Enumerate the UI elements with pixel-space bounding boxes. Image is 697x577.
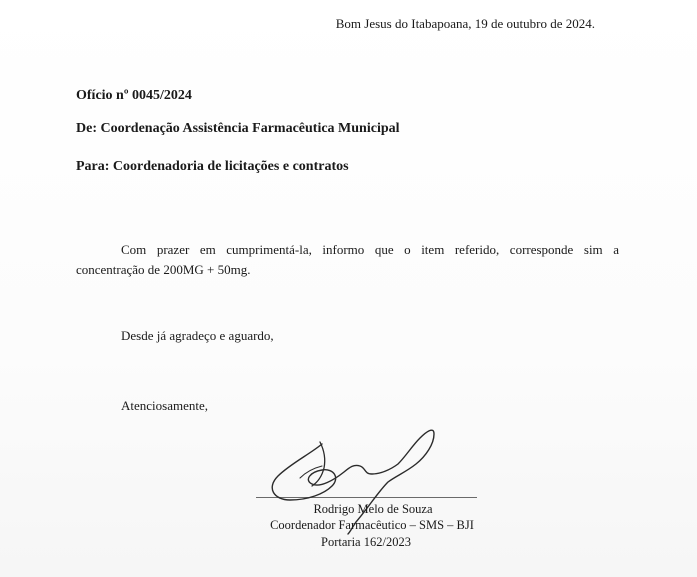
closing-line: Atenciosamente, [121, 398, 208, 413]
signatory-role: Coordenador Farmacêutico – SMS – BJI [270, 518, 474, 532]
signatory-name: Rodrigo Melo de Souza [313, 502, 433, 516]
body-line-1: Com prazer em cumprimentá-la, informo que o item referido, corresponde sim a [121, 242, 619, 257]
signatory-portaria: Portaria 162/2023 [321, 535, 411, 549]
date-line: Bom Jesus do Itabapoana, 19 de outubro de 2024. [335, 16, 595, 31]
recipient-line: Para: Coordenadoria de licitações e contratos [76, 159, 349, 174]
thanks-line: Desde já agradeço e aguardo, [121, 328, 274, 343]
sender-line: De: Coordenação Assistência Farmacêutica Municipal [76, 121, 400, 136]
body-paragraph [76, 240, 619, 280]
body-line-2: concentração de 200MG + 50mg. [76, 262, 251, 277]
oficio-number: Ofício nº 0045/2024 [76, 88, 192, 103]
